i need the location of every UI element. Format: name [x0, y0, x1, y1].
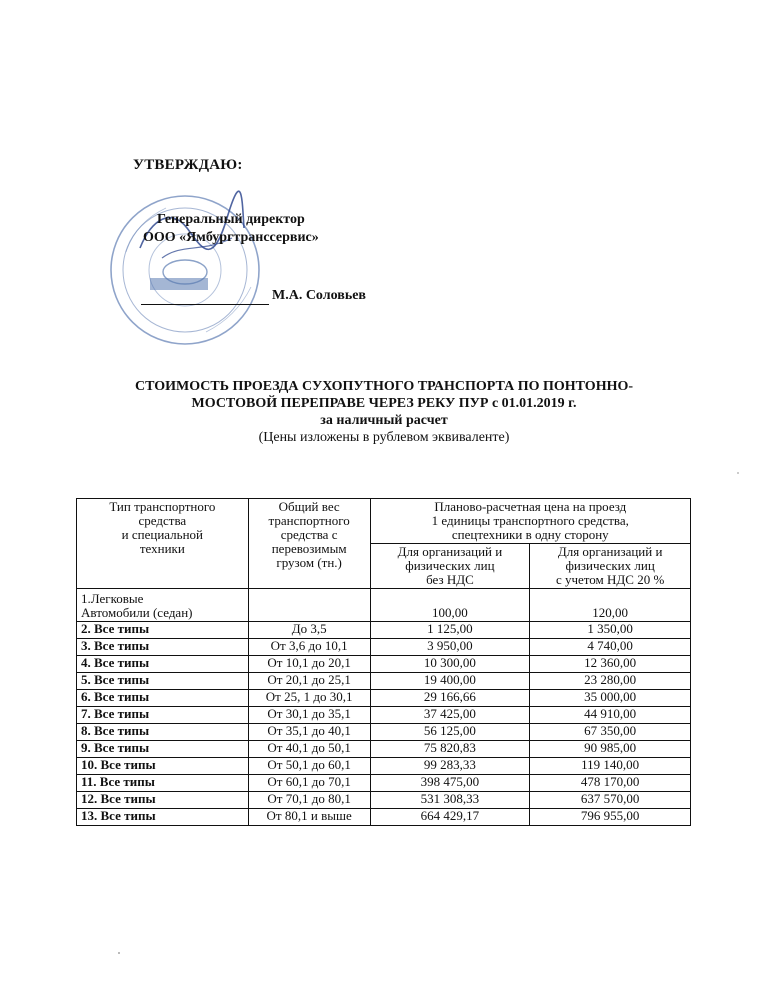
row-weight: От 3,6 до 10,1 — [248, 639, 370, 656]
row-weight — [248, 589, 370, 622]
scan-speck — [737, 472, 739, 474]
row-price-no-vat: 19 400,00 — [370, 673, 530, 690]
price-table — [76, 498, 691, 826]
row-type: 3. Все типы — [77, 639, 249, 656]
position-title: Генеральный директор — [157, 212, 305, 227]
row-type: 9. Все типы — [77, 741, 249, 758]
header-total-weight: Общий вес транспортного средства с перевозимым грузом (тн.) — [248, 499, 370, 589]
row-weight: От 30,1 до 35,1 — [248, 707, 370, 724]
row-type: 7. Все типы — [77, 707, 249, 724]
row-price-vat: 120,00 — [530, 589, 691, 622]
table-row — [77, 673, 691, 690]
signer-name: М.А. Соловьев — [272, 288, 366, 303]
row-type: 1.Легковые Автомобили (седан) — [77, 589, 249, 622]
approval-heading: УТВЕРЖДАЮ: — [133, 157, 243, 173]
row-type: 6. Все типы — [77, 690, 249, 707]
row-price-vat: 796 955,00 — [530, 809, 691, 826]
row-weight: От 35,1 до 40,1 — [248, 724, 370, 741]
row-weight: От 40,1 до 50,1 — [248, 741, 370, 758]
row-price-vat: 1 350,00 — [530, 622, 691, 639]
header-price-no-vat: Для организаций и физических лиц без НДС — [370, 544, 530, 589]
header-vehicle-type: Тип транспортного средства и специальной техники — [77, 499, 249, 589]
signature-line — [141, 304, 269, 305]
row-price-no-vat: 398 475,00 — [370, 775, 530, 792]
row-price-no-vat: 75 820,83 — [370, 741, 530, 758]
row-weight: От 20,1 до 25,1 — [248, 673, 370, 690]
title-line-3: за наличный расчет — [320, 413, 448, 428]
row-price-no-vat: 3 950,00 — [370, 639, 530, 656]
table-row — [77, 707, 691, 724]
title-line-2: МОСТОВОЙ ПЕРЕПРАВЕ ЧЕРЕЗ РЕКУ ПУР с 01.01.2019 г. — [191, 396, 577, 411]
director-position — [143, 211, 319, 247]
row-type: 4. Все типы — [77, 656, 249, 673]
row-price-no-vat: 10 300,00 — [370, 656, 530, 673]
row-weight: От 10,1 до 20,1 — [248, 656, 370, 673]
row-price-no-vat: 37 425,00 — [370, 707, 530, 724]
row-price-no-vat: 99 283,33 — [370, 758, 530, 775]
table-row — [77, 758, 691, 775]
row-price-no-vat: 1 125,00 — [370, 622, 530, 639]
row-price-vat: 35 000,00 — [530, 690, 691, 707]
row-type: 8. Все типы — [77, 724, 249, 741]
row-weight: До 3,5 — [248, 622, 370, 639]
table-row — [77, 690, 691, 707]
row-weight: От 50,1 до 60,1 — [248, 758, 370, 775]
row-price-vat: 478 170,00 — [530, 775, 691, 792]
table-row — [77, 639, 691, 656]
table-row — [77, 775, 691, 792]
row-price-vat: 67 350,00 — [530, 724, 691, 741]
row-price-no-vat: 29 166,66 — [370, 690, 530, 707]
row-price-no-vat: 56 125,00 — [370, 724, 530, 741]
table-row — [77, 622, 691, 639]
row-weight: От 80,1 и выше — [248, 809, 370, 826]
table-row — [77, 656, 691, 673]
row-type: 10. Все типы — [77, 758, 249, 775]
scan-speck — [118, 952, 120, 954]
table-row — [77, 792, 691, 809]
row-weight: От 70,1 до 80,1 — [248, 792, 370, 809]
row-weight: От 60,1 до 70,1 — [248, 775, 370, 792]
table-row — [77, 724, 691, 741]
header-price-vat: Для организаций и физических лиц с учетом НДС 20 % — [530, 544, 691, 589]
row-price-no-vat: 100,00 — [370, 589, 530, 622]
row-price-vat: 44 910,00 — [530, 707, 691, 724]
company-name: ООО «Ямбургтранссервис» — [143, 230, 319, 245]
row-type: 12. Все типы — [77, 792, 249, 809]
header-price-group: Планово-расчетная цена на проезд 1 единицы транспортного средства, спецтехники в одну сторону — [370, 499, 690, 544]
row-type: 13. Все типы — [77, 809, 249, 826]
row-price-no-vat: 664 429,17 — [370, 809, 530, 826]
row-price-vat: 637 570,00 — [530, 792, 691, 809]
row-weight: От 25, 1 до 30,1 — [248, 690, 370, 707]
row-price-vat: 12 360,00 — [530, 656, 691, 673]
table-row — [77, 809, 691, 826]
title-line-1: СТОИМОСТЬ ПРОЕЗДА СУХОПУТНОГО ТРАНСПОРТА ПО ПОНТОННО- — [134, 379, 634, 394]
row-price-vat: 4 740,00 — [530, 639, 691, 656]
row-price-no-vat: 531 308,33 — [370, 792, 530, 809]
document-title — [90, 378, 678, 446]
row-type: 11. Все типы — [77, 775, 249, 792]
row-price-vat: 90 985,00 — [530, 741, 691, 758]
row-type: 2. Все типы — [77, 622, 249, 639]
table-row — [77, 589, 691, 622]
title-line-4: (Цены изложены в рублевом эквиваленте) — [258, 430, 510, 445]
row-price-vat: 23 280,00 — [530, 673, 691, 690]
row-price-vat: 119 140,00 — [530, 758, 691, 775]
row-type: 5. Все типы — [77, 673, 249, 690]
table-row — [77, 741, 691, 758]
